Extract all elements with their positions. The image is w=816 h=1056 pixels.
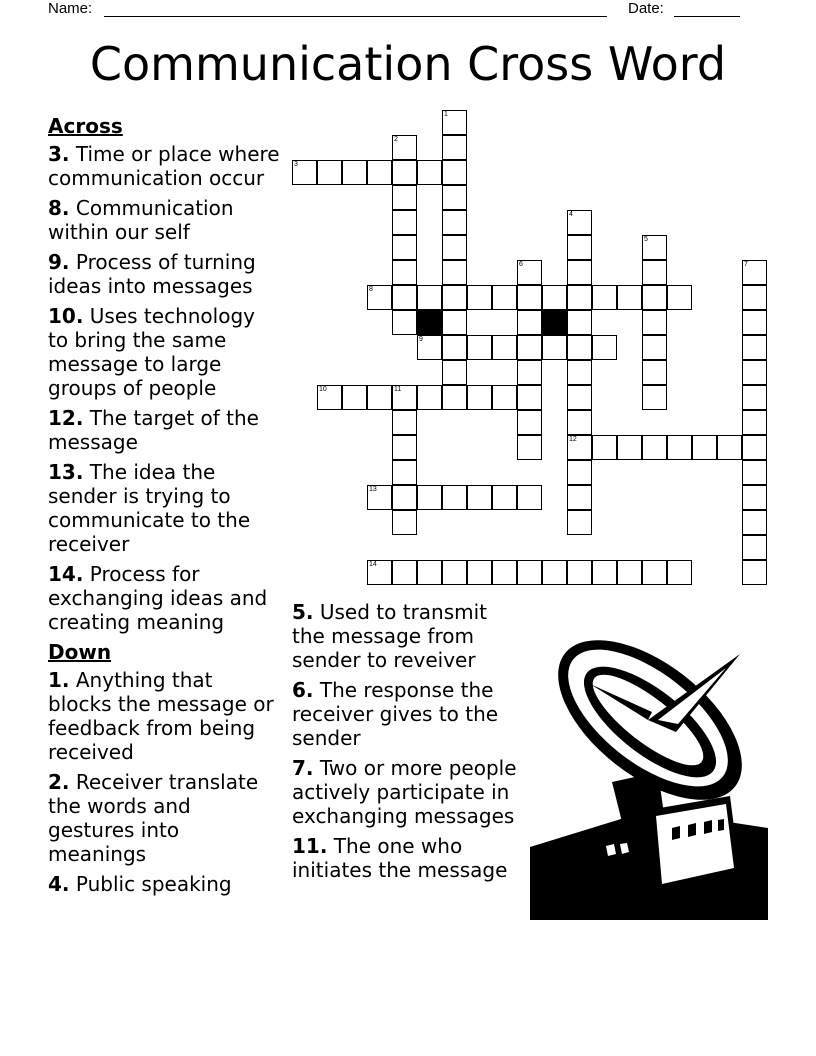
grid-cell[interactable] — [392, 510, 417, 535]
clue-number: 8. — [48, 196, 70, 220]
grid-cell[interactable] — [642, 260, 667, 285]
grid-cell[interactable] — [742, 535, 767, 560]
grid-cell[interactable] — [392, 435, 417, 460]
clue-text: Anything that blocks the message or feedback from being received — [48, 668, 274, 764]
across-heading: Across — [48, 114, 123, 138]
grid-cell[interactable] — [392, 460, 417, 485]
grid-cell[interactable] — [567, 360, 592, 385]
clue-item — [48, 304, 280, 400]
grid-cell[interactable] — [467, 485, 492, 510]
clue-number: 2. — [48, 770, 70, 794]
grid-cell[interactable] — [517, 560, 542, 585]
satellite-dish-icon — [530, 632, 768, 920]
grid-cell[interactable] — [467, 285, 492, 310]
grid-cell[interactable] — [417, 485, 442, 510]
name-label: Name: — [48, 0, 93, 17]
clue-number: 9. — [48, 250, 70, 274]
clue-text: Process of turning ideas into messages — [48, 250, 256, 298]
grid-cell[interactable] — [742, 435, 767, 460]
grid-cell[interactable] — [442, 285, 467, 310]
clue-text: Time or place where communication occur — [48, 142, 280, 190]
cell-number: 14 — [369, 561, 377, 568]
grid-cell[interactable] — [517, 410, 542, 435]
clue-number: 12. — [48, 406, 84, 430]
grid-cell[interactable] — [667, 560, 692, 585]
grid-cell[interactable] — [442, 385, 467, 410]
grid-cell[interactable] — [442, 360, 467, 385]
cell-number: 7 — [744, 261, 748, 268]
across-clue-list — [48, 142, 280, 634]
grid-cell[interactable] — [442, 110, 467, 135]
clue-text: The target of the message — [48, 406, 259, 454]
grid-cell[interactable] — [567, 285, 592, 310]
clue-text: Public speaking — [69, 872, 232, 896]
grid-cell[interactable] — [742, 335, 767, 360]
grid-cell[interactable] — [692, 435, 717, 460]
clue-item — [48, 196, 280, 244]
grid-cell[interactable] — [442, 160, 467, 185]
grid-cell[interactable] — [342, 160, 367, 185]
grid-cell[interactable] — [592, 285, 617, 310]
grid-cell[interactable] — [367, 560, 392, 585]
grid-cell[interactable] — [567, 385, 592, 410]
grid-cell[interactable] — [742, 260, 767, 285]
name-field-line[interactable] — [104, 16, 607, 17]
grid-cell[interactable] — [367, 285, 392, 310]
grid-cell[interactable] — [567, 560, 592, 585]
grid-cell[interactable] — [567, 235, 592, 260]
clue-text: The response the receiver gives to the sender — [292, 678, 499, 750]
clue-number: 14. — [48, 562, 84, 586]
grid-cell[interactable] — [392, 410, 417, 435]
grid-cell[interactable] — [367, 385, 392, 410]
grid-cell[interactable] — [742, 510, 767, 535]
grid-cell[interactable] — [392, 560, 417, 585]
grid-cell[interactable] — [442, 210, 467, 235]
grid-cell[interactable] — [742, 485, 767, 510]
clue-number: 3. — [48, 142, 70, 166]
clue-number: 6. — [292, 678, 314, 702]
cell-number: 5 — [644, 236, 648, 243]
clues-right-column — [292, 600, 524, 888]
grid-cell[interactable] — [417, 335, 442, 360]
grid-cell[interactable] — [417, 560, 442, 585]
grid-cell[interactable] — [742, 410, 767, 435]
grid-cell[interactable] — [642, 385, 667, 410]
grid-cell[interactable] — [642, 560, 667, 585]
grid-cell[interactable] — [617, 285, 642, 310]
grid-cell[interactable] — [492, 560, 517, 585]
grid-cell[interactable] — [317, 160, 342, 185]
grid-cell[interactable] — [442, 335, 467, 360]
grid-cell[interactable] — [442, 260, 467, 285]
grid-cell[interactable] — [392, 185, 417, 210]
grid-cell[interactable] — [667, 285, 692, 310]
grid-cell[interactable] — [642, 235, 667, 260]
grid-cell[interactable] — [617, 560, 642, 585]
grid-cell[interactable] — [467, 560, 492, 585]
grid-cell[interactable] — [542, 560, 567, 585]
page-title: Communication Cross Word — [89, 37, 727, 91]
grid-cell[interactable] — [667, 435, 692, 460]
grid-cell[interactable] — [442, 235, 467, 260]
clue-number: 5. — [292, 600, 314, 624]
clue-number: 10. — [48, 304, 84, 328]
grid-cell[interactable] — [392, 285, 417, 310]
clue-number: 13. — [48, 460, 84, 484]
clue-text: Used to transmit the message from sender to reveiver — [292, 600, 488, 672]
grid-cell[interactable] — [567, 260, 592, 285]
black-cell — [542, 310, 567, 335]
clue-item — [292, 834, 524, 882]
grid-cell[interactable] — [442, 310, 467, 335]
cell-number: 11 — [394, 386, 402, 393]
grid-cell[interactable] — [442, 485, 467, 510]
grid-cell[interactable] — [567, 435, 592, 460]
grid-cell[interactable] — [467, 385, 492, 410]
grid-cell[interactable] — [567, 335, 592, 360]
cell-number: 10 — [319, 386, 327, 393]
grid-cell[interactable] — [517, 285, 542, 310]
header-line — [48, 0, 748, 20]
clue-item — [292, 678, 524, 750]
date-label: Date: — [628, 0, 664, 17]
grid-cell[interactable] — [292, 160, 317, 185]
grid-cell[interactable] — [742, 460, 767, 485]
clue-text: Receiver translate the words and gestures into meanings — [48, 770, 259, 866]
cell-number: 4 — [569, 211, 573, 218]
grid-cell[interactable] — [442, 185, 467, 210]
clue-item — [48, 142, 280, 190]
clue-number: 4. — [48, 872, 70, 896]
cell-number: 2 — [394, 136, 398, 143]
grid-cell[interactable] — [392, 235, 417, 260]
grid-cell[interactable] — [742, 560, 767, 585]
grid-cell[interactable] — [492, 335, 517, 360]
cell-number: 3 — [294, 161, 298, 168]
grid-cell[interactable] — [542, 335, 567, 360]
grid-cell[interactable] — [567, 210, 592, 235]
grid-cell[interactable] — [392, 260, 417, 285]
grid-cell[interactable] — [717, 435, 742, 460]
grid-cell[interactable] — [392, 310, 417, 335]
grid-cell[interactable] — [317, 385, 342, 410]
clue-text: The one who initiates the message — [292, 834, 508, 882]
clue-text: Communication within our self — [48, 196, 234, 244]
grid-cell[interactable] — [592, 560, 617, 585]
grid-cell[interactable] — [342, 385, 367, 410]
grid-cell[interactable] — [392, 485, 417, 510]
clue-item — [292, 756, 524, 828]
clue-item — [48, 770, 280, 866]
cell-number: 8 — [369, 286, 373, 293]
grid-cell[interactable] — [417, 160, 442, 185]
clue-text: Process for exchanging ideas and creating meaning — [48, 562, 268, 634]
grid-cell[interactable] — [517, 385, 542, 410]
date-field-line[interactable] — [674, 16, 740, 17]
grid-cell[interactable] — [542, 285, 567, 310]
grid-cell[interactable] — [492, 385, 517, 410]
grid-cell[interactable] — [517, 485, 542, 510]
clue-item — [48, 406, 280, 454]
clues-left-column — [48, 114, 280, 902]
cell-number: 12 — [569, 436, 577, 443]
grid-cell[interactable] — [617, 435, 642, 460]
grid-cell[interactable] — [742, 285, 767, 310]
grid-cell[interactable] — [517, 310, 542, 335]
down-heading: Down — [48, 640, 112, 664]
grid-cell[interactable] — [442, 135, 467, 160]
grid-cell[interactable] — [392, 160, 417, 185]
down-clue-list-left — [48, 668, 280, 896]
clue-number: 11. — [292, 834, 328, 858]
clue-item — [48, 872, 280, 896]
grid-cell[interactable] — [642, 435, 667, 460]
grid-cell[interactable] — [742, 310, 767, 335]
clue-text: The idea the sender is trying to communicate to the receiver — [48, 460, 251, 556]
grid-cell[interactable] — [517, 435, 542, 460]
cell-number: 6 — [519, 261, 523, 268]
grid-cell[interactable] — [592, 335, 617, 360]
cell-number: 9 — [419, 336, 423, 343]
clue-item — [48, 250, 280, 298]
grid-cell[interactable] — [742, 360, 767, 385]
grid-cell[interactable] — [567, 510, 592, 535]
grid-cell[interactable] — [567, 485, 592, 510]
grid-cell[interactable] — [517, 335, 542, 360]
grid-cell[interactable] — [642, 310, 667, 335]
grid-cell[interactable] — [442, 560, 467, 585]
grid-cell[interactable] — [367, 485, 392, 510]
grid-cell[interactable] — [492, 285, 517, 310]
grid-cell[interactable] — [642, 360, 667, 385]
black-cell — [417, 310, 442, 335]
grid-cell[interactable] — [567, 310, 592, 335]
grid-cell[interactable] — [417, 285, 442, 310]
grid-cell[interactable] — [592, 435, 617, 460]
grid-cell[interactable] — [392, 210, 417, 235]
grid-cell[interactable] — [642, 335, 667, 360]
cell-number: 1 — [444, 111, 448, 118]
clue-text: Uses technology to bring the same message to large groups of people — [48, 304, 255, 400]
grid-cell[interactable] — [642, 285, 667, 310]
grid-cell[interactable] — [742, 385, 767, 410]
clue-text: Two or more people actively participate in exchanging messages — [292, 756, 517, 828]
grid-cell[interactable] — [567, 460, 592, 485]
grid-cell[interactable] — [517, 360, 542, 385]
grid-cell[interactable] — [367, 160, 392, 185]
grid-cell[interactable] — [392, 385, 417, 410]
clue-item — [48, 668, 280, 764]
grid-cell[interactable] — [492, 485, 517, 510]
cell-number: 13 — [369, 486, 377, 493]
grid-cell[interactable] — [467, 335, 492, 360]
grid-cell[interactable] — [567, 410, 592, 435]
grid-cell[interactable] — [417, 385, 442, 410]
grid-cell[interactable] — [517, 260, 542, 285]
grid-cell[interactable] — [392, 135, 417, 160]
clue-number: 1. — [48, 668, 70, 692]
clue-item — [48, 460, 280, 556]
down-clue-list-right — [292, 600, 524, 882]
clue-item — [48, 562, 280, 634]
clue-number: 7. — [292, 756, 314, 780]
clue-item — [292, 600, 524, 672]
